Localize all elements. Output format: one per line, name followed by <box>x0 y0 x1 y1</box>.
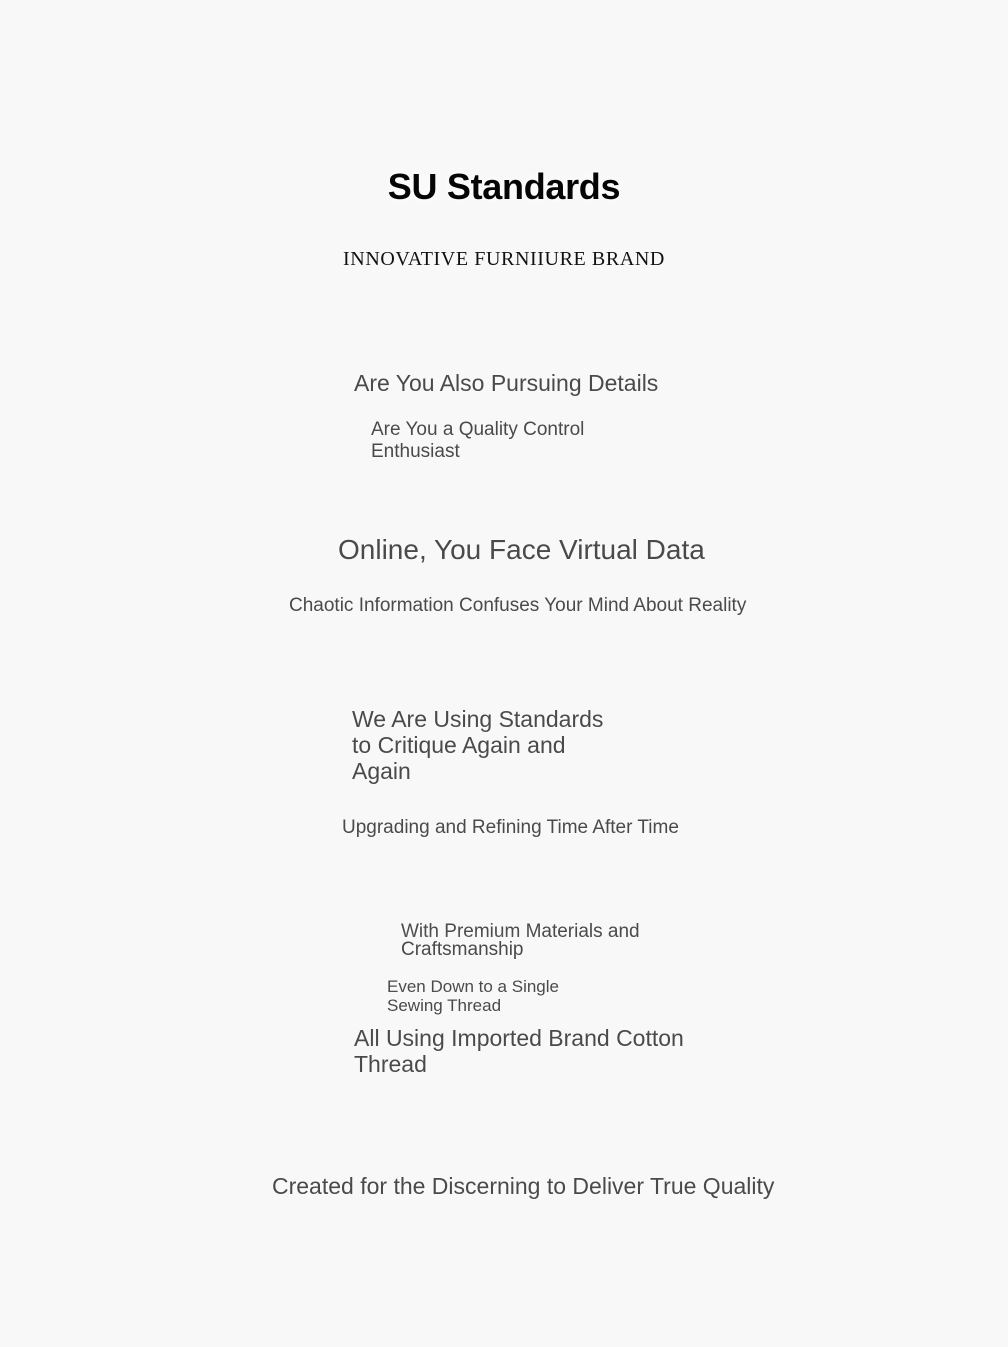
page-title: SU Standards <box>387 166 621 207</box>
details-heading: Are You Also Pursuing Details <box>354 370 659 396</box>
details-subheading: Are You a Quality Control Enthusiast <box>371 419 585 462</box>
standards-heading: We Are Using Standards to Critique Again and Again <box>352 706 604 784</box>
virtual-data-subheading: Chaotic Information Confuses Your Mind About Reality <box>289 595 747 616</box>
materials-line-3: All Using Imported Brand Cotton Thread <box>354 1025 684 1077</box>
virtual-data-heading: Online, You Face Virtual Data <box>338 534 705 565</box>
closing-statement: Created for the Discerning to Deliver True Quality <box>272 1173 775 1199</box>
brand-tagline: INNOVATIVE FURNIIURE BRAND <box>343 248 665 270</box>
materials-line-2: Even Down to a Single Sewing Thread <box>387 977 559 1015</box>
standards-subheading: Upgrading and Refining Time After Time <box>342 817 679 838</box>
materials-line-1: With Premium Materials and Craftsmanship <box>401 921 640 960</box>
